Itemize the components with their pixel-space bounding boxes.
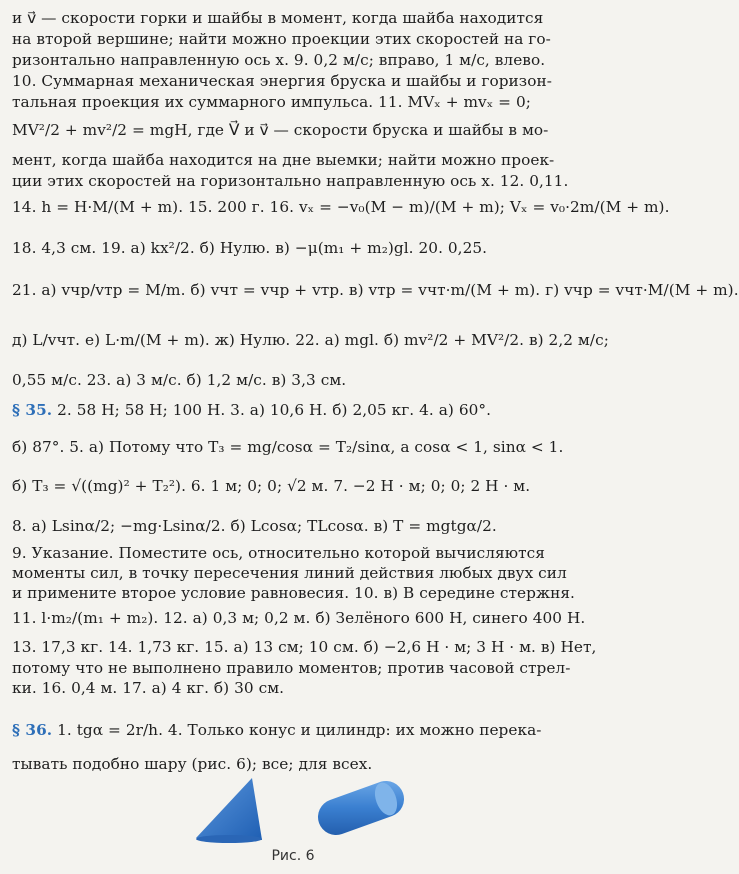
text-line: моменты сил, в точку пересечения линий действия любых двух сил bbox=[12, 564, 567, 582]
text-line: б) T₃ = √((mg)² + T₂²). 6. 1 м; 0; 0; √2 м. 7. −2 Н · м; 0; 0; 2 Н · м. bbox=[12, 477, 531, 495]
text-line: 8. а) Lsinα/2; −mg·Lsinα/2. б) Lcosα; TLcosα. в) T = mgtgα/2. bbox=[12, 517, 497, 535]
text-line: 11. l·m₂/(m₁ + m₂). 12. а) 0,3 м; 0,2 м. б) Зелёного 600 Н, синего 400 Н. bbox=[12, 609, 586, 627]
figure-caption: Рис. 6 bbox=[271, 848, 315, 864]
text-line: б) 87°. 5. а) Потому что T₃ = mg/cosα = T₂/sinα, а cosα < 1, sinα < 1. bbox=[12, 438, 564, 456]
text-line: ризонтально направленную ось x. 9. 0,2 м/с; вправо, 1 м/с, влево. bbox=[12, 51, 546, 69]
text-line: мент, когда шайба находится на дне выемки; найти можно проек- bbox=[12, 151, 555, 169]
text-line: 18. 4,3 см. 19. а) kx²/2. б) Нулю. в) −μ(m₁ + m₂)gl. 20. 0,25. bbox=[12, 239, 488, 257]
cone-shape bbox=[196, 778, 262, 843]
cylinder-shape bbox=[318, 780, 404, 835]
text-line: и v⃗ — скорости горки и шайбы в момент, когда шайба находится bbox=[12, 9, 544, 27]
text-line: тальная проекция их суммарного импульса. 11. MVₓ + mvₓ = 0; bbox=[12, 93, 531, 111]
section-36-line bbox=[12, 720, 576, 740]
section-35: § 35. 2. 58 Н; 58 Н; 100 Н. 3. а) 10,6 Н. б) 2,05 кг. 4. а) 60°. bbox=[12, 401, 492, 419]
text-line: 14. h = H·M/(M + m). 15. 200 г. 16. vₓ = −v₀(M − m)/(M + m); Vₓ = v₀·2m/(M + m). bbox=[12, 198, 670, 216]
section-35-line bbox=[12, 400, 576, 420]
text-line: 10. Суммарная механическая энергия бруска и шайбы и горизон- bbox=[12, 72, 552, 90]
text-line: MV²/2 + mv²/2 = mgH, где V⃗ и v⃗ — скорости бруска и шайбы в мо- bbox=[12, 121, 549, 139]
text-line: 13. 17,3 кг. 14. 1,73 кг. 15. а) 13 см; 10 см. б) −2,6 Н · м; 3 Н · м. в) Нет, bbox=[12, 638, 597, 656]
text-line: 21. а) vчр/vтр = M/m. б) vчт = vчр + vтр. в) vтр = vчт·m/(M + m). г) vчр = vчт·M/(M + m). bbox=[12, 281, 739, 299]
text-line: ки. 16. 0,4 м. 17. а) 4 кг. б) 30 см. bbox=[12, 679, 285, 697]
text-line: д) L/vчт. е) L·m/(M + m). ж) Нулю. 22. а) mgl. б) mv²/2 + MV²/2. в) 2,2 м/с; bbox=[12, 331, 609, 349]
text-line: 0,55 м/с. 23. а) 3 м/с. б) 1,2 м/с. в) 3,3 см. bbox=[12, 371, 347, 389]
text-line: и примените второе условие равновесия. 10. в) В середине стержня. bbox=[12, 584, 575, 602]
text-line: 9. Указание. Поместите ось, относительно которой вычисляются bbox=[12, 544, 545, 562]
text-line: тывать подобно шару (рис. 6); все; для всех. bbox=[12, 755, 373, 773]
section-number: § 36. bbox=[12, 721, 53, 739]
text-line: на второй вершине; найти можно проекции этих скоростей на го- bbox=[12, 30, 551, 48]
text-line: ции этих скоростей на горизонтально направленную ось x. 12. 0,11. bbox=[12, 172, 569, 190]
section-36: § 36. 1. tgα = 2r/h. 4. Только конус и цилиндр: их можно перека- bbox=[12, 721, 542, 739]
text-line: потому что не выполнено правило моментов; против часовой стрел- bbox=[12, 659, 571, 677]
section-number: § 35. bbox=[12, 401, 53, 419]
